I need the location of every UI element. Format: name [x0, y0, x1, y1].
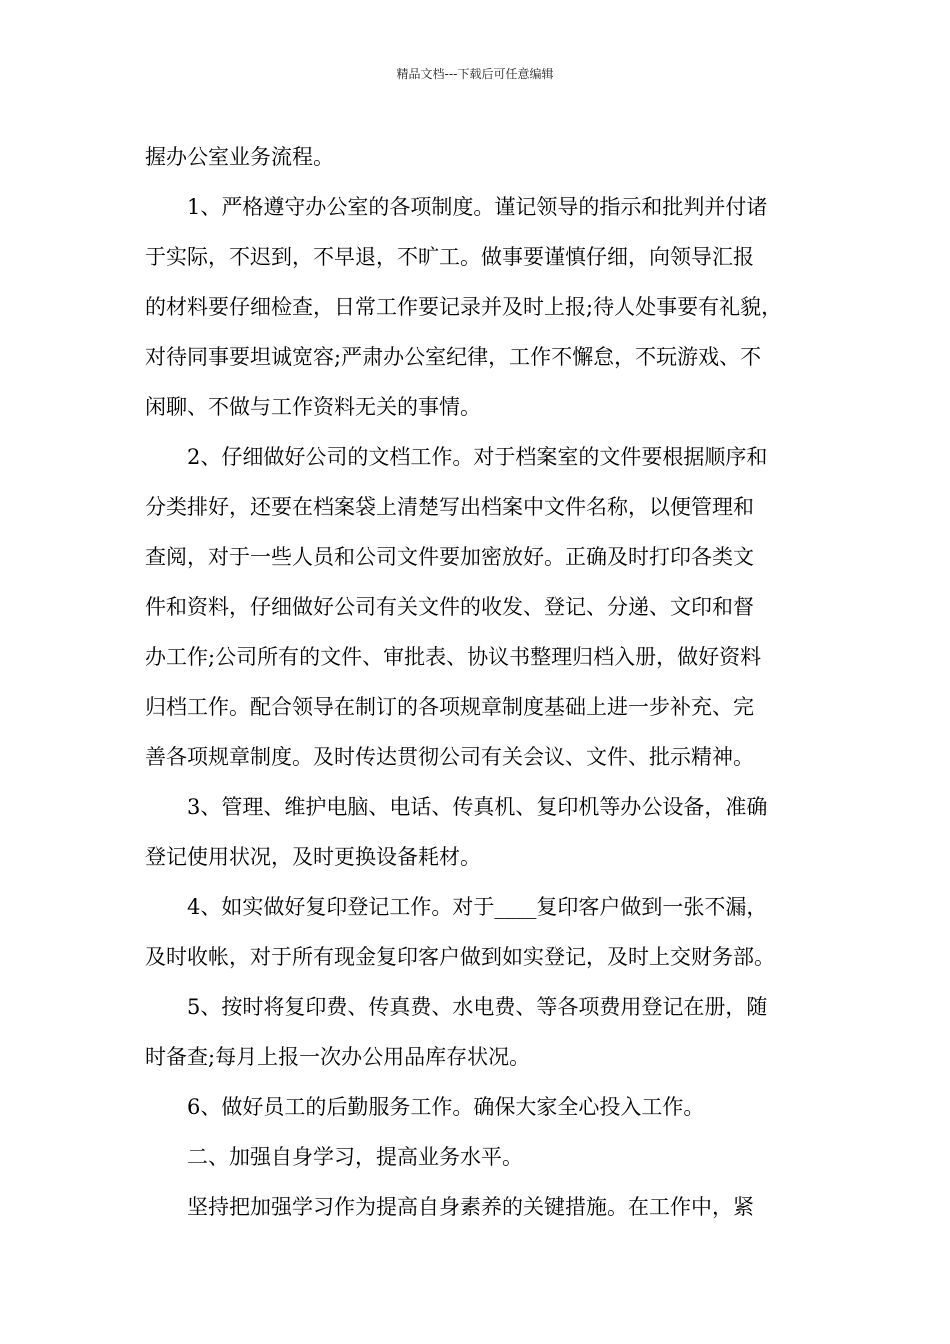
text-line: 及时收帐，对于所有现金复印客户做到如实登记，及时上交财务部。	[145, 945, 775, 969]
text-line: 3、管理、维护电脑、电话、传真机、复印机等办公设备，准确	[187, 795, 768, 819]
text-line: 办工作;公司所有的文件、审批表、协议书整理归档入册，做好资料	[145, 645, 762, 669]
text-line: 5、按时将复印费、传真费、水电费、等各项费用登记在册，随	[187, 995, 768, 1019]
text-line: 善各项规章制度。及时传达贯彻公司有关会议、文件、批示精神。	[145, 745, 754, 769]
text-line: 闲聊、不做与工作资料无关的事情。	[145, 395, 481, 419]
text-line: 4、如实做好复印登记工作。对于____复印客户做到一张不漏，	[187, 895, 768, 919]
text-line: 件和资料，仔细做好公司有关文件的收发、登记、分递、文印和督	[145, 595, 754, 619]
page-header: 精品文档---下载后可任意编辑	[396, 67, 554, 81]
text-line: 坚持把加强学习作为提高自身素养的关键措施。在工作中，紧	[187, 1195, 754, 1219]
text-line: 的材料要仔细检查，日常工作要记录并及时上报;待人处事要有礼貌，	[145, 295, 783, 319]
text-line: 归档工作。配合领导在制订的各项规章制度基础上进一步补充、完	[145, 695, 754, 719]
text-line: 对待同事要坦诚宽容;严肃办公室纪律，工作不懈怠，不玩游戏、不	[145, 345, 762, 369]
text-line: 6、做好员工的后勤服务工作。确保大家全心投入工作。	[187, 1095, 705, 1119]
text-line: 登记使用状况，及时更换设备耗材。	[145, 845, 481, 869]
text-line: 握办公室业务流程。	[145, 145, 334, 169]
text-line: 时备查;每月上报一次办公用品库存状况。	[145, 1045, 531, 1069]
text-line: 于实际，不迟到，不早退，不旷工。做事要谨慎仔细，向领导汇报	[145, 245, 754, 269]
section-heading: 二、加强自身学习，提高业务水平。	[187, 1145, 523, 1169]
document-body	[145, 132, 815, 1232]
text-line: 2、仔细做好公司的文档工作。对于档案室的文件要根据顺序和	[187, 445, 768, 469]
text-line: 查阅，对于一些人员和公司文件要加密放好。正确及时打印各类文	[145, 545, 754, 569]
text-line: 1、严格遵守办公室的各项制度。谨记领导的指示和批判并付诸	[187, 195, 768, 219]
text-line: 分类排好，还要在档案袋上清楚写出档案中文件名称，以便管理和	[145, 495, 754, 519]
